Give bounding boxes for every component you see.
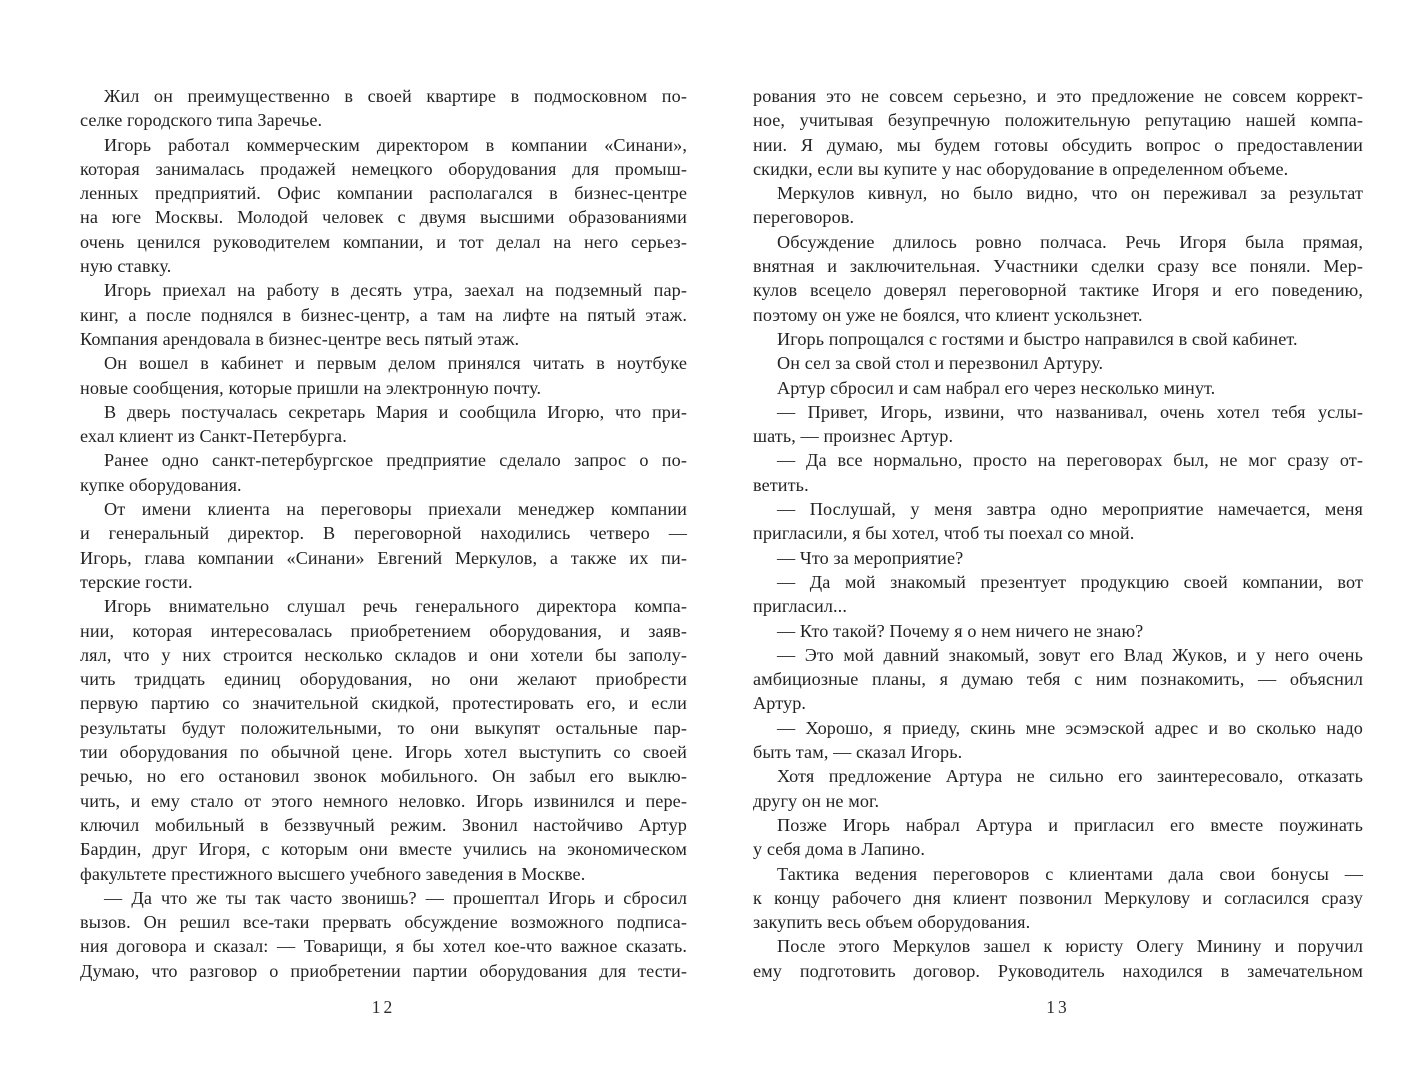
text-line: другу он не мог. (753, 790, 880, 811)
text-line: ленных предприятий. Офис компании располагался в бизнес-центре (80, 183, 687, 204)
text-line: переговоров. (753, 207, 855, 228)
text-line: Позже Игорь набрал Артура и пригласил его вместе поужинать (777, 814, 1363, 835)
text-line: ехал клиент из Санкт-Петербурга. (80, 426, 347, 447)
text-line: новые сообщения, которые пришли на электронную почту. (80, 377, 542, 398)
text-line: у себя дома в Лапино. (753, 839, 925, 860)
text-line: купке оборудования. (80, 474, 242, 495)
text-line: — Кто такой? Почему я о нем ничего не знаю? (777, 620, 1144, 641)
text-line: чить, и ему стало от этого немного неловко. Игорь извинился и пере- (80, 790, 687, 811)
text-line: селке городского типа Заречье. (80, 110, 323, 131)
text-line: тии оборудования по обычной цене. Игорь хотел выступить со своей (80, 742, 687, 763)
text-line: Обсуждение длилось ровно полчаса. Речь Игоря была прямая, (777, 231, 1363, 252)
text-line: Компания арендовала в бизнес-центре весь пятый этаж. (80, 328, 520, 349)
text-line: Игорь, глава компании «Синани» Евгений Меркулов, а также их пи- (80, 547, 687, 568)
text-line: ему подготовить договор. Руководитель находился в замечательном (753, 960, 1363, 981)
text-line: чить тридцать единиц оборудования, но они желают приобрести (80, 669, 687, 690)
page-number-left: 12 (371, 996, 396, 1017)
text-line: — Привет, Игорь, извини, что названивал, очень хотел тебя услы- (777, 401, 1363, 422)
text-line: быть там, — сказал Игорь. (753, 742, 963, 763)
text-line: нии, которая интересовалась приобретением оборудования, и заяв- (80, 620, 687, 641)
text-line: на юге Москвы. Молодой человек с двумя высшими образованиями (80, 207, 687, 228)
text-line: нии. Я думаю, мы будем готовы обсудить вопрос о предоставлении (753, 134, 1363, 155)
page-left-text (80, 0, 687, 983)
text-line: Игорь работал коммерческим директором в компании «Синани», (104, 134, 687, 155)
text-line: скидки, если вы купите у нас оборудование в определенном объеме. (753, 158, 1289, 179)
text-line: ное, учитывая безупречную положительную репутацию нашей компа- (753, 110, 1363, 131)
page-right (753, 0, 1363, 1080)
text-line: Ранее одно санкт-петербургское предприятие сделало запрос о по- (104, 450, 687, 471)
text-line: Бардин, друг Игоря, с которым они вместе учились на экономическом (80, 839, 687, 860)
text-line: речью, но его остановил звонок мобильного. Он забыл его выклю- (80, 766, 687, 787)
text-line: Он вошел в кабинет и первым делом принялся читать в ноутбуке (104, 353, 687, 374)
text-line: пригласил... (753, 596, 847, 617)
text-line: Игорь внимательно слушал речь генерального директора компа- (104, 596, 687, 617)
text-line: Меркулов кивнул, но было видно, что он переживал за результат (777, 183, 1363, 204)
text-line: которая занималась продажей немецкого оборудования для промыш- (80, 158, 687, 179)
text-line: — Да что же ты так часто звонишь? — прошептал Игорь и сбросил (104, 887, 687, 908)
text-line: результаты будут положительными, то они выкупят остальные пар- (80, 717, 687, 738)
text-line: ную ставку. (80, 256, 172, 277)
text-line: закупить весь объем оборудования. (753, 912, 1031, 933)
text-line: и генеральный директор. В переговорной находились четверо — (80, 523, 687, 544)
text-line: Игорь приехал на работу в десять утра, заехал на подземный пар- (104, 280, 687, 301)
text-line: очень ценился руководителем компании, и тот делал на него серьез- (80, 231, 687, 252)
text-line: Артур. (753, 693, 807, 714)
text-line: В дверь постучалась секретарь Мария и сообщила Игорю, что при- (104, 401, 687, 422)
page-right-text (753, 0, 1363, 983)
page-number-right: 13 (1046, 996, 1070, 1017)
text-line: терские гости. (80, 571, 193, 592)
text-line: Думаю, что разговор о приобретении партии оборудования для тести- (80, 960, 687, 981)
text-line: шать, — произнес Артур. (753, 426, 954, 447)
text-line: — Да мой знакомый презентует продукцию своей компании, вот (777, 571, 1363, 592)
text-line: ключил мобильный в беззвучный режим. Звонил настойчиво Артур (80, 814, 687, 835)
text-line: — Послушай, у меня завтра одно мероприятие намечается, меня (777, 499, 1363, 520)
text-line: ния договора и сказал: — Товарищи, я бы хотел кое-что важное сказать. (80, 936, 687, 957)
text-line: факультете престижного высшего учебного заведения в Москве. (80, 863, 586, 884)
text-line: пригласили, я бы хотел, чтоб ты поехал со мной. (753, 523, 1135, 544)
text-line: — Хорошо, я приеду, скинь мне эсэмэской адрес и во сколько надо (777, 717, 1363, 738)
text-line: После этого Меркулов зашел к юристу Олегу Минину и поручил (777, 936, 1363, 957)
text-line: лял, что у них строится несколько складов и они хотели бы заполу- (80, 644, 687, 665)
text-line: От имени клиента на переговоры приехали менеджер компании (104, 499, 687, 520)
text-line: первую партию со значительной скидкой, протестировать его, и если (80, 693, 687, 714)
text-line: Игорь попрощался с гостями и быстро направился в свой кабинет. (777, 328, 1298, 349)
text-line: Тактика ведения переговоров с клиентами дала свои бонусы — (777, 863, 1363, 884)
text-line: — Это мой давний знакомый, зовут его Влад Жуков, и у него очень (777, 644, 1363, 665)
page-left (80, 0, 687, 1080)
text-line: кулов всецело доверял переговорной тактике Игоря и его поведению, (753, 280, 1363, 301)
text-line: кинг, а после поднялся в бизнес-центр, а там на лифте на пятый этаж. (80, 304, 687, 325)
text-line: — Да все нормально, просто на переговорах был, не мог сразу от- (777, 450, 1363, 471)
text-line: рования это не совсем серьезно, и это предложение не совсем коррект- (753, 86, 1363, 106)
text-line: амбициозные планы, я думаю тебя с ним познакомить, — объяснил (753, 669, 1363, 690)
text-line: ветить. (753, 474, 809, 495)
text-line: Хотя предложение Артура не сильно его заинтересовало, отказать (777, 766, 1363, 787)
text-line: Жил он преимущественно в своей квартире в подмосковном по- (104, 86, 687, 106)
text-line: к концу рабочего дня клиент позвонил Меркулову и согласился сразу (753, 887, 1363, 908)
text-line: внятная и заключительная. Участники сделки сразу все поняли. Мер- (753, 256, 1363, 277)
text-line: поэтому он уже не боялся, что клиент ускользнет. (753, 304, 1143, 325)
text-line: — Что за мероприятие? (777, 547, 964, 568)
text-line: Артур сбросил и сам набрал его через несколько минут. (777, 377, 1216, 398)
text-line: Он сел за свой стол и перезвонил Артуру. (777, 353, 1104, 374)
text-line: вызов. Он решил все-таки прервать обсуждение возможного подписа- (80, 912, 687, 933)
